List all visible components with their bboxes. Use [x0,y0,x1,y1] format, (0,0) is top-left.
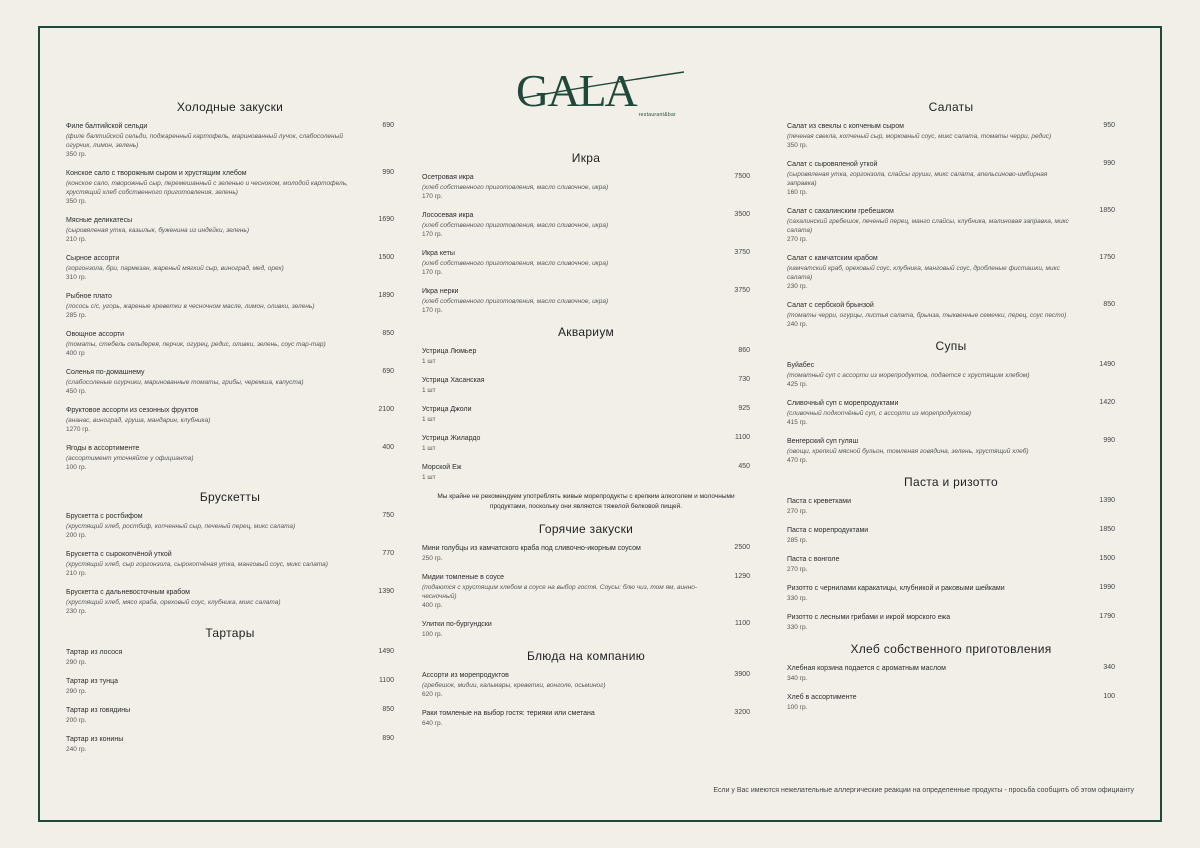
menu-section [787,339,1115,465]
dish-weight: 270 гр. [787,236,808,243]
dish-price: 3750 [734,287,750,294]
dish-weight: 290 гр. [66,688,87,695]
dish-name: Овощное ассорти [66,331,125,338]
dish-name: Брускетта с сырокопчёной уткой [66,551,172,558]
menu-item [66,330,394,358]
dish-price: 1290 [734,573,750,580]
menu-item [787,664,1115,683]
dish-name: Морской Еж [422,464,462,471]
menu-item [66,122,394,159]
column-right [787,100,1115,722]
dish-name: Салат с сыровяленой уткой [787,161,878,168]
dish-name: Улитки по-бургундски [422,621,492,628]
dish-weight: 1 шт [422,358,436,365]
dish-description: (подаются с хрустящим хлебом в соусе на выбор гостя. Соусы: блю чиз, том ям, винно-чесночный) [422,584,698,600]
menu-item [422,376,750,395]
dish-name: Конское сало с творожным сыром и хрустящим хлебом [66,170,247,177]
dish-name: Икра нерки [422,288,459,295]
dish-name: Ризотто с лесными грибами и икрой морского ежа [787,614,951,621]
dish-price: 1420 [1099,399,1115,406]
menu-item [66,550,394,578]
dish-price: 1890 [378,292,394,299]
menu-item [66,444,394,472]
dish-price: 1100 [734,434,750,441]
dish-name: Раки томленые на выбор гостя: терияки или сметана [422,710,595,717]
dish-price: 3750 [734,249,750,256]
menu-item [66,512,394,540]
dish-price: 2500 [734,544,750,551]
dish-weight: 1270 гр. [66,426,91,433]
dish-price: 730 [738,376,750,383]
dish-description: (слабосоленые огурчики, маринованные томаты, грибы, черемша, капуста) [66,379,304,386]
dish-name: Сливочный суп с морепродуктами [787,400,899,407]
section-title: Горячие закуски [538,522,634,536]
menu-item [422,434,750,453]
dish-weight: 620 гр. [422,691,443,698]
dish-price: 1990 [1099,584,1115,591]
menu-item [422,173,750,201]
dish-weight: 240 гр. [66,746,87,753]
dish-weight: 330 гр. [787,595,808,602]
dish-price: 770 [382,550,394,557]
dish-weight: 310 гр. [66,274,87,281]
dish-description: (хлеб собственного приготовления, масло сливочное, икра) [422,222,609,229]
dish-price: 1390 [378,588,394,595]
dish-price: 340 [1103,664,1115,671]
dish-price: 1390 [1099,497,1115,504]
menu-item [66,706,394,725]
dish-name: Ассорти из морепродуктов [422,672,509,679]
dish-description: (овощи, крепкий мясной бульон, томленая говядина, зелень, хрустящий хлеб) [787,448,1029,455]
dish-name: Буйабес [787,362,815,369]
dish-name: Брускетта с дальневосточным крабом [66,589,190,596]
dish-weight: 350 гр. [66,151,87,158]
dish-description: (сыровяленая утка, горгонзола, слайсы груши, микс салата, апельсиново-имбирная заправка) [787,171,1048,187]
dish-name: Устрица Жилардо [422,435,481,442]
menu-item [787,693,1115,712]
menu-item [422,287,750,315]
dish-name: Устрица Хасанская [422,377,485,384]
menu-item [787,160,1115,197]
menu-item [787,361,1115,389]
menu-section [66,490,394,616]
dish-name: Мясные деликатесы [66,217,133,224]
menu-item [787,613,1115,632]
menu-item [422,709,750,728]
dish-name: Икра кеты [422,250,455,257]
dish-name: Тартар из тунца [66,678,119,685]
menu-section [787,475,1115,632]
dish-name: Брускетта с ростбифом [66,513,143,520]
dish-name: Фруктовое ассорти из сезонных фруктов [66,407,199,414]
dish-description: (томатный суп с ассорти из морепродуктов, подается с хрустящим хлебом) [787,372,1030,379]
dish-weight: 350 гр. [787,142,808,149]
dish-weight: 100 гр. [787,704,808,711]
dish-weight: 340 гр. [787,675,808,682]
dish-description: (лосось с/с, угорь, жареные креветки в чесночном масле, лимон, оливки, зелень) [66,303,315,310]
dish-name: Ягоды в ассортименте [66,445,140,452]
dish-name: Сырное ассорти [66,255,120,262]
dish-price: 1100 [378,677,394,684]
menu-item [422,211,750,239]
dish-weight: 170 гр. [422,307,443,314]
dish-weight: 450 гр. [66,388,87,395]
dish-price: 2100 [378,406,394,413]
dish-weight: 100 гр. [422,631,443,638]
dish-description: (гребешок, мидии, кальмары, креветки, вонголе, осьминог) [422,682,606,689]
section-title: Паста и ризотто [904,475,998,489]
dish-name: Венгерский суп гуляш [787,438,859,445]
dish-weight: 170 гр. [422,193,443,200]
dish-weight: 210 гр. [66,236,87,243]
menu-item [66,735,394,754]
dish-description: (томаты, стебель сельдерея, перчик, огурец, редис, оливки, зелень, соус тар-тар) [66,341,326,348]
dish-description: (сливочный подкопчёный суп, с ассорти из морепродуктов) [787,410,972,417]
dish-price: 1690 [378,216,394,223]
dish-name: Паста с морепродуктами [787,527,869,534]
menu-item [66,588,394,616]
brand-subtitle: restaurant&bar [638,112,676,118]
dish-description: (хлеб собственного приготовления, масло сливочное, икра) [422,260,609,267]
dish-description: (сыровяленая утка, казылык, буженина из индейки, зелень) [66,227,249,234]
dish-weight: 1 шт [422,387,436,394]
dish-price: 100 [1103,693,1115,700]
dish-name: Рыбное плато [66,293,112,300]
dish-price: 925 [738,405,750,412]
dish-description: (печеная свекла, копченый сыр, морковный соус, микс салата, томаты черри, редис) [787,133,1052,140]
dish-price: 850 [382,330,394,337]
dish-description: (хрустящий хлеб, мясо краба, ореховый соус, клубника, микс салата) [66,599,281,606]
dish-name: Филе балтийской сельди [66,123,148,130]
section-title: Супы [935,339,967,353]
dish-price: 890 [382,735,394,742]
menu-item [787,555,1115,574]
dish-weight: 240 гр. [787,321,808,328]
dish-price: 3500 [734,211,750,218]
menu-item [422,405,750,424]
section-title: Холодные закуски [176,100,284,114]
dish-weight: 1 шт [422,445,436,452]
dish-name: Соленья по-домашнему [66,369,145,376]
dish-price: 690 [382,368,394,375]
dish-description: (камчатский краб, ореховый соус, клубника, манговый соус, дробленые фисташки, микс салата) [787,265,1060,281]
menu-item [422,620,750,639]
dish-name: Тартар из конины [66,736,124,743]
section-title: Икра [571,151,601,165]
column-left [66,100,394,764]
dish-weight: 400 гр [66,350,85,357]
menu-item [66,169,394,206]
dish-weight: 285 гр. [787,537,808,544]
dish-weight: 170 гр. [422,231,443,238]
svg-text:GALA: GALA [516,65,636,114]
dish-weight: 400 гр. [422,602,443,609]
dish-name: Устрица Джоли [422,406,472,413]
menu-item [66,368,394,396]
dish-name: Хлебная корзина подается с ароматным маслом [787,665,946,672]
dish-description: (томаты черри, огурцы, листья салата, брынза, тыквенные семечки, перец, соус песто) [787,312,1067,319]
dish-description: (ассортимент уточняйте у официанта) [66,455,194,462]
menu-item [66,254,394,282]
dish-weight: 330 гр. [787,624,808,631]
dish-name: Салат с камчатским крабом [787,255,878,262]
menu-item [787,526,1115,545]
dish-price: 990 [1103,160,1115,167]
menu-item [66,216,394,244]
dish-weight: 285 гр. [66,312,87,319]
dish-weight: 160 гр. [787,189,808,196]
dish-price: 3200 [734,709,750,716]
dish-name: Салат из свеклы с копченым сыром [787,123,904,130]
menu-item [422,249,750,277]
menu-item [66,292,394,320]
dish-weight: 1 шт [422,416,436,423]
dish-weight: 250 гр. [422,555,443,562]
dish-price: 990 [382,169,394,176]
dish-description: (сахалинский гребешок, печеный перец, манго слайсы, клубника, малиновая заправка, микс салата) [787,218,1069,234]
menu-item [787,207,1115,244]
menu-item [422,573,750,610]
menu-item [422,544,750,563]
gala-logo-icon [512,64,688,114]
dish-name: Тартар из говядины [66,707,131,714]
dish-weight: 415 гр. [787,419,808,426]
dish-price: 1850 [1099,526,1115,533]
seafood-notice: Мы крайне не рекомендуем употреблять живые морепродукты с крепким алкоголем и молочными продуктами, поскольку они являются тяжелой белковой пищей. [437,493,735,510]
dish-weight: 270 гр. [787,508,808,515]
dish-price: 1790 [1099,613,1115,620]
dish-price: 950 [1103,122,1115,129]
dish-price: 1100 [734,620,750,627]
dish-name: Мидии томленые в соусе [422,574,505,581]
menu-item [422,463,750,482]
dish-description: (хлеб собственного приготовления, масло сливочное, икра) [422,298,609,305]
dish-price: 450 [738,463,750,470]
menu-section [422,151,750,315]
menu-item [787,584,1115,603]
dish-price: 1850 [1099,207,1115,214]
menu-item [787,497,1115,516]
menu-item [787,122,1115,150]
dish-description: (хлеб собственного приготовления, масло сливочное, икра) [422,184,609,191]
section-title: Блюда на компанию [526,649,646,663]
section-title: Брускетты [199,490,261,504]
dish-price: 750 [382,512,394,519]
menu-section [787,642,1115,712]
column-middle [422,151,750,738]
dish-name: Осетровая икра [422,174,474,181]
menu-section [66,100,394,472]
dish-weight: 230 гр. [787,283,808,290]
dish-description: (горгонзола, бри, пармезан, жареный мягкий сыр, виноград, мед, орех) [66,265,284,272]
dish-name: Салат с сербской брынзой [787,302,874,309]
dish-price: 690 [382,122,394,129]
dish-weight: 200 гр. [66,717,87,724]
menu-item [66,406,394,434]
dish-name: Мини голубцы из камчатского краба под сливочно-икорным соусом [422,545,641,552]
dish-price: 1500 [378,254,394,261]
menu-item [422,671,750,699]
section-title: Аквариум [557,325,615,339]
dish-description: (ананас, виноград, груша, мандарин, клубника) [66,417,211,424]
dish-price: 990 [1103,437,1115,444]
dish-price: 860 [738,347,750,354]
dish-weight: 350 гр. [66,198,87,205]
brand-logo [512,64,688,124]
dish-name: Хлеб в ассортименте [787,694,857,701]
menu-item [66,677,394,696]
dish-weight: 1 шт [422,474,436,481]
section-title: Салаты [928,100,974,114]
dish-name: Паста с вонголе [787,556,840,563]
dish-name: Лососевая икра [422,212,474,219]
menu-section [66,626,394,754]
dish-name: Устрица Люмьер [422,348,477,355]
menu-item [422,347,750,366]
dish-price: 1490 [378,648,394,655]
menu-section [422,325,750,512]
dish-name: Паста с креветками [787,498,852,505]
dish-price: 850 [382,706,394,713]
menu-item [66,648,394,667]
section-title: Хлеб собственного приготовления [850,642,1052,656]
dish-weight: 100 гр. [66,464,87,471]
dish-price: 3900 [734,671,750,678]
dish-price: 850 [1103,301,1115,308]
allergy-note: Если у Вас имеются нежелательные аллергические реакции на определенные продукты - просьба сообщить об этом официанту [713,787,1134,794]
dish-weight: 270 гр. [787,566,808,573]
menu-section [422,522,750,639]
dish-description: (хрустящий хлеб, ростбиф, копченный сыр, печеный перец, микс салата) [66,523,296,530]
dish-name: Салат с сахалинским гребешком [787,208,894,215]
dish-weight: 230 гр. [66,608,87,615]
dish-description: (хрустящий хлеб, сыр горгонзола, сырокопчёная утка, манговый соус, микс салата) [66,561,328,568]
menu-item [787,254,1115,291]
menu-item [787,301,1115,329]
menu-section [787,100,1115,329]
section-title: Тартары [205,626,255,640]
dish-price: 1490 [1099,361,1115,368]
dish-weight: 200 гр. [66,532,87,539]
dish-weight: 210 гр. [66,570,87,577]
dish-weight: 170 гр. [422,269,443,276]
menu-item [787,399,1115,427]
dish-price: 1750 [1099,254,1115,261]
menu-item [787,437,1115,465]
dish-weight: 290 гр. [66,659,87,666]
dish-weight: 425 гр. [787,381,808,388]
dish-price: 7500 [734,173,750,180]
dish-description: (конское сало, творожный сыр, перемешанный с зеленью и чесноком, молодой картофель, хрустящий хлеб собственного приготовления, зелень) [66,180,348,196]
dish-description: (филе балтийской сельди, поджаренный картофель, маринованный лучок, слабосоленый огурчик, лимон, зелень) [66,133,344,149]
dish-price: 1500 [1099,555,1115,562]
dish-price: 400 [382,444,394,451]
dish-weight: 470 гр. [787,457,808,464]
dish-weight: 640 гр. [422,720,443,727]
dish-name: Ризотто с чернилами каракатицы, клубникой и раковыми шейками [787,585,1005,592]
dish-name: Тартар из лосося [66,649,123,656]
menu-section [422,649,750,728]
